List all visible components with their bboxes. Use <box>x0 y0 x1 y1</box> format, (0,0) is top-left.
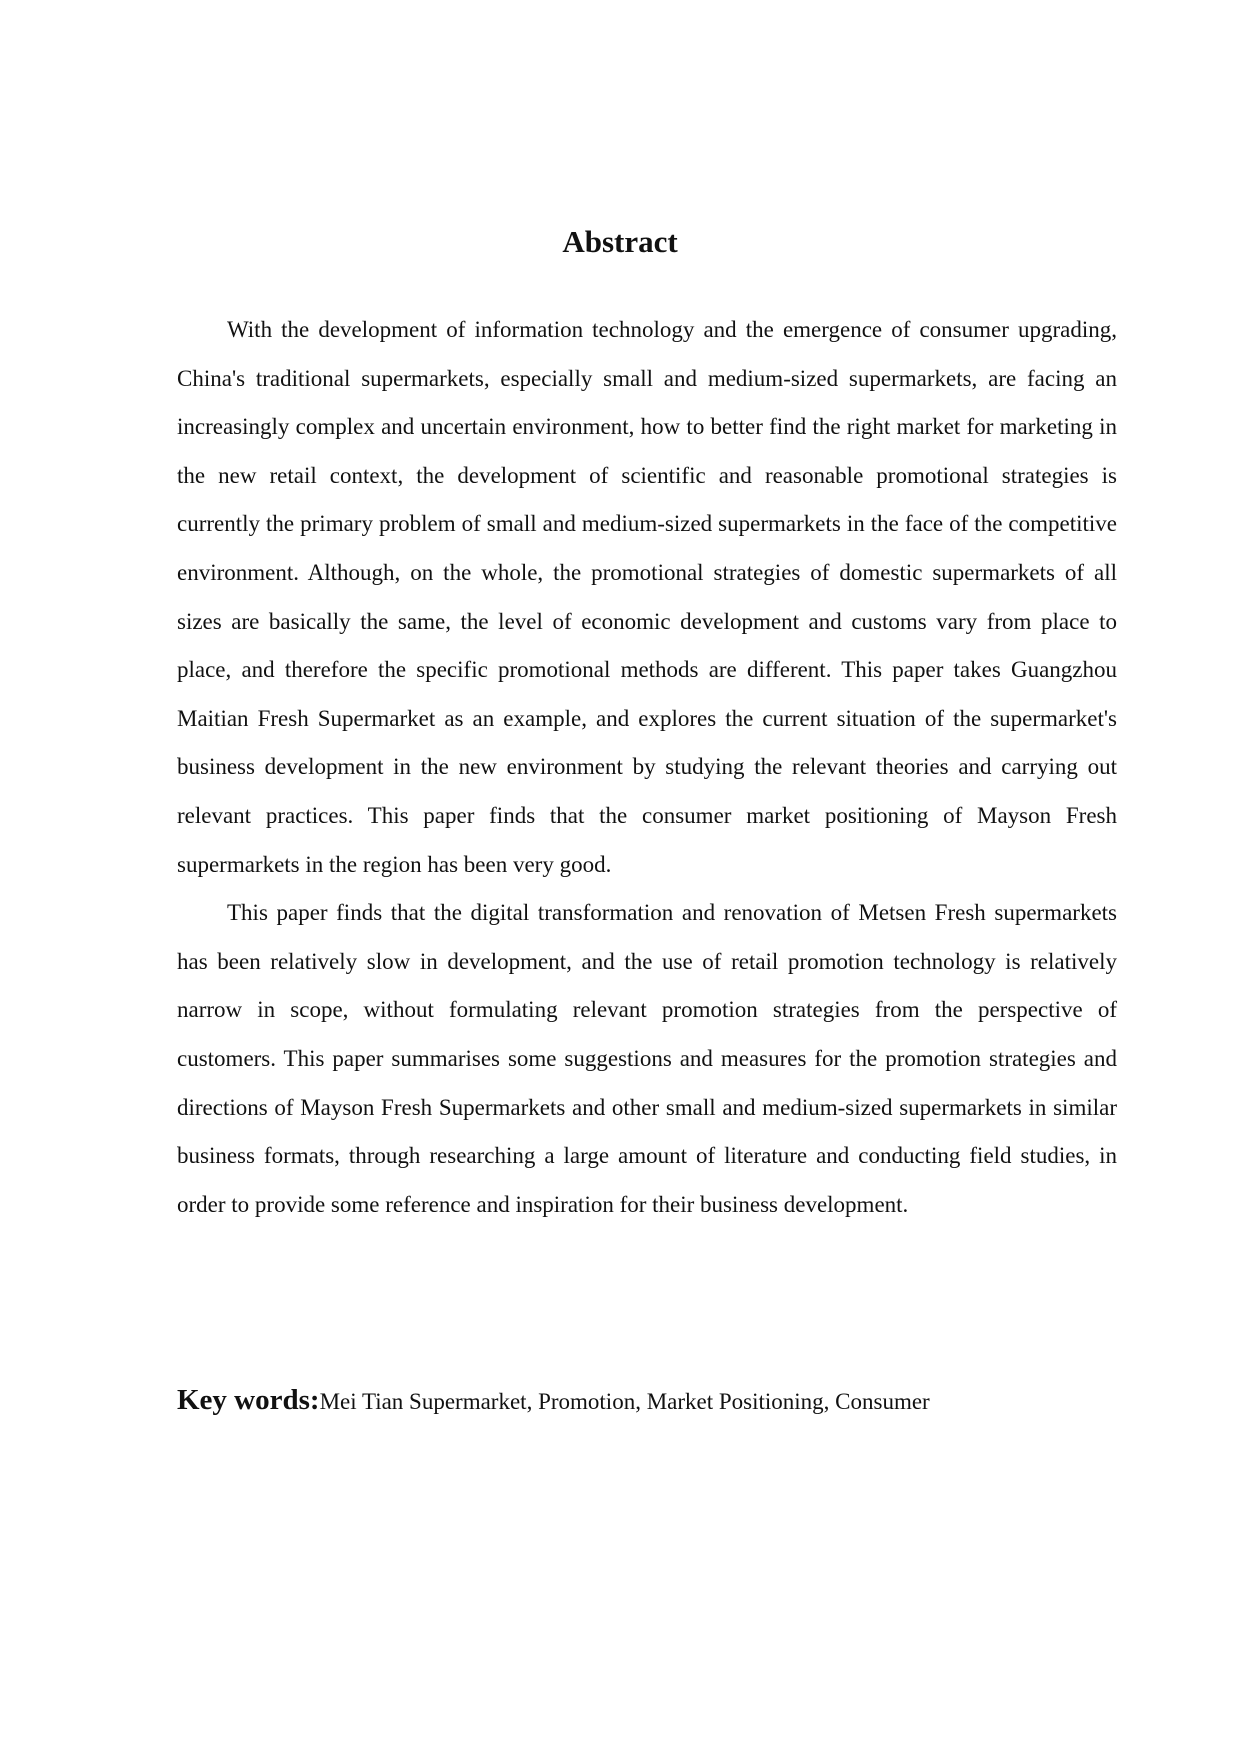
abstract-paragraph-1: With the development of information technology and the emergence of consumer upgrading, China's traditional supermarkets, especially small and medium-sized supermarkets, are facing an increasingly complex and uncertain environment, how to better find the right market for marketing in the new retail context, the development of scientific and reasonable promotional strategies is currently the primary problem of small and medium-sized supermarkets in the face of the competitive environment. Although, on the whole, the promotional strategies of domestic supermarkets of all sizes are basically the same, the level of economic development and customs vary from place to place, and therefore the specific promotional methods are different. This paper takes Guangzhou Maitian Fresh Supermarket as an example, and explores the current situation of the supermarket's business development in the new environment by studying the relevant theories and carrying out relevant practices. This paper finds that the consumer market positioning of Mayson Fresh supermarkets in the region has been very good. <box>177 317 1117 877</box>
abstract-body <box>177 306 1117 1229</box>
abstract-title: Abstract <box>562 224 678 259</box>
keywords-label: Key words: <box>177 1384 320 1416</box>
keywords-text: Mei Tian Supermarket, Promotion, Market Positioning, Consumer <box>319 1389 930 1414</box>
abstract-paragraph-2: This paper finds that the digital transformation and renovation of Metsen Fresh supermarkets has been relatively slow in development, and the use of retail promotion technology is relatively narrow in scope, without formulating relevant promotion strategies from the perspective of customers. This paper summarises some suggestions and measures for the promotion strategies and directions of Mayson Fresh Supermarkets and other small and medium-sized supermarkets in similar business formats, through researching a large amount of literature and conducting field studies, in order to provide some reference and inspiration for their business development. <box>177 900 1117 1217</box>
keywords-line <box>177 1380 1117 1422</box>
